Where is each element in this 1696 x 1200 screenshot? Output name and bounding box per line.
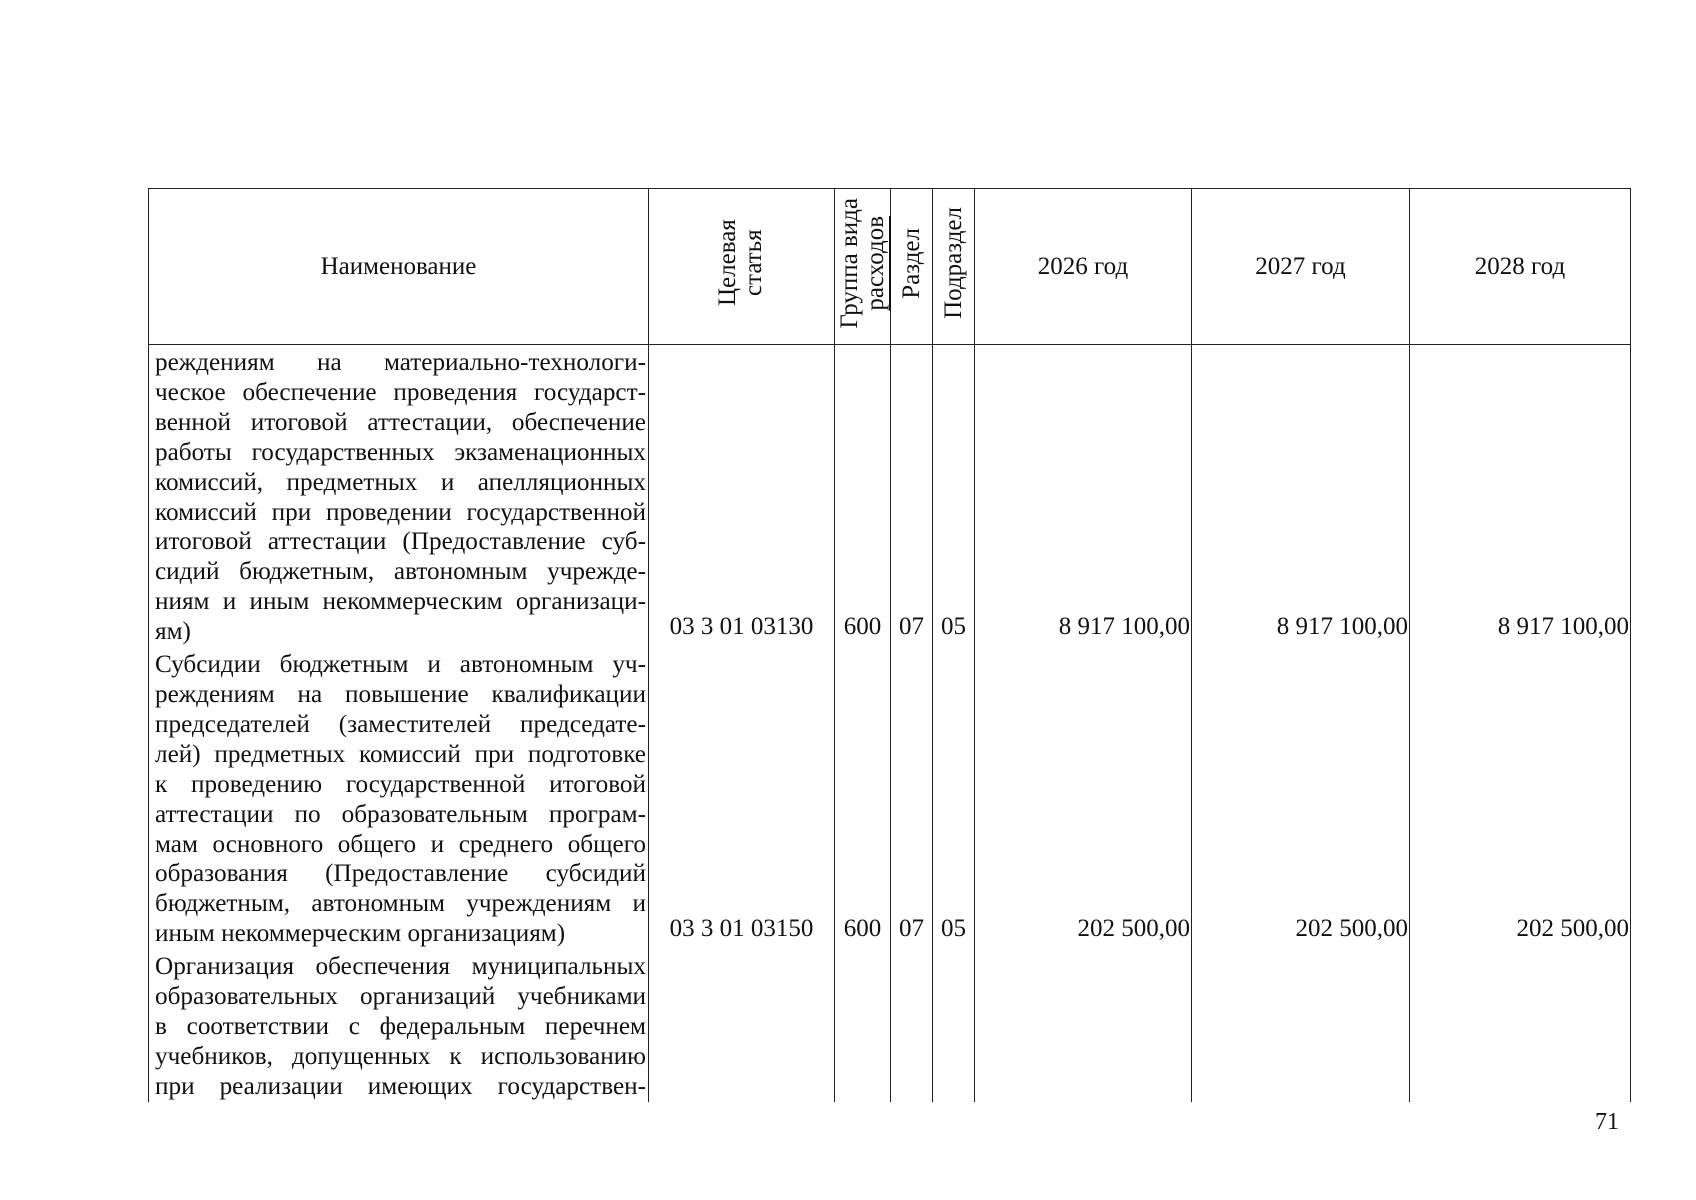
row-1-section: 07 xyxy=(891,345,933,648)
budget-table xyxy=(148,188,1631,1102)
row-3-section xyxy=(891,949,933,1102)
header-subsection: Подраздел xyxy=(933,189,975,345)
row-1-name: реждениям на материально-технологи- ческое обеспечение проведения государст- венной итоговой аттестации, обеспечение работы государственных экзаменационных комиссий, предметных и апелляционных комиссий при проведении государственной итоговой аттестации (Предоставление суб- сидий бюджетным, автономным учрежде- ниям и иным некоммерческим организаци- ям) xyxy=(149,345,649,648)
table-row xyxy=(149,949,1631,1102)
row-1-2028: 8 917 100,00 xyxy=(1410,345,1631,648)
row-3-name: Организация обеспечения муниципальных образовательных организаций учебниками в соответствии с федеральным перечнем учебников, допущенных к использованию при реализации имеющих государствен- xyxy=(149,949,649,1102)
row-3-subsection xyxy=(933,949,975,1102)
row-1-group: 600 xyxy=(835,345,891,648)
header-target-article: Целевая статья xyxy=(649,189,835,345)
row-1-subsection: 05 xyxy=(933,345,975,648)
header-2027: 2027 год xyxy=(1192,189,1410,345)
row-3-2026 xyxy=(975,949,1192,1102)
row-3-group xyxy=(835,949,891,1102)
header-section: Раздел xyxy=(891,189,933,345)
page-number: 71 xyxy=(1595,1109,1619,1135)
row-2-group: 600 xyxy=(835,647,891,949)
row-1-target: 03 3 01 03130 xyxy=(649,345,835,648)
row-2-subsection: 05 xyxy=(933,647,975,949)
header-expense-group: Группа вида расходов xyxy=(835,189,891,345)
header-name: Наименование xyxy=(149,189,649,345)
row-3-target xyxy=(649,949,835,1102)
row-1-2026: 8 917 100,00 xyxy=(975,345,1192,648)
row-3-2027 xyxy=(1192,949,1410,1102)
row-2-2026: 202 500,00 xyxy=(975,647,1192,949)
row-2-2028: 202 500,00 xyxy=(1410,647,1631,949)
header-2028: 2028 год xyxy=(1410,189,1631,345)
table-header-row xyxy=(149,189,1631,345)
table-row xyxy=(149,647,1631,949)
row-1-2027: 8 917 100,00 xyxy=(1192,345,1410,648)
row-3-2028 xyxy=(1410,949,1631,1102)
row-2-2027: 202 500,00 xyxy=(1192,647,1410,949)
budget-table-container xyxy=(148,188,1630,1100)
row-2-name: Субсидии бюджетным и автономным уч- реждениям на повышение квалификации председателей (заместителей председате- лей) предметных комиссий при подготовке к проведению государственной итоговой аттестации по образовательным програм- мам основного общего и среднего общего образования (Предоставление субсидий бюджетным, автономным учреждениям и иным некоммерческим организациям) xyxy=(149,647,649,949)
row-2-section: 07 xyxy=(891,647,933,949)
header-2026: 2026 год xyxy=(975,189,1192,345)
row-2-target: 03 3 01 03150 xyxy=(649,647,835,949)
table-row xyxy=(149,345,1631,648)
